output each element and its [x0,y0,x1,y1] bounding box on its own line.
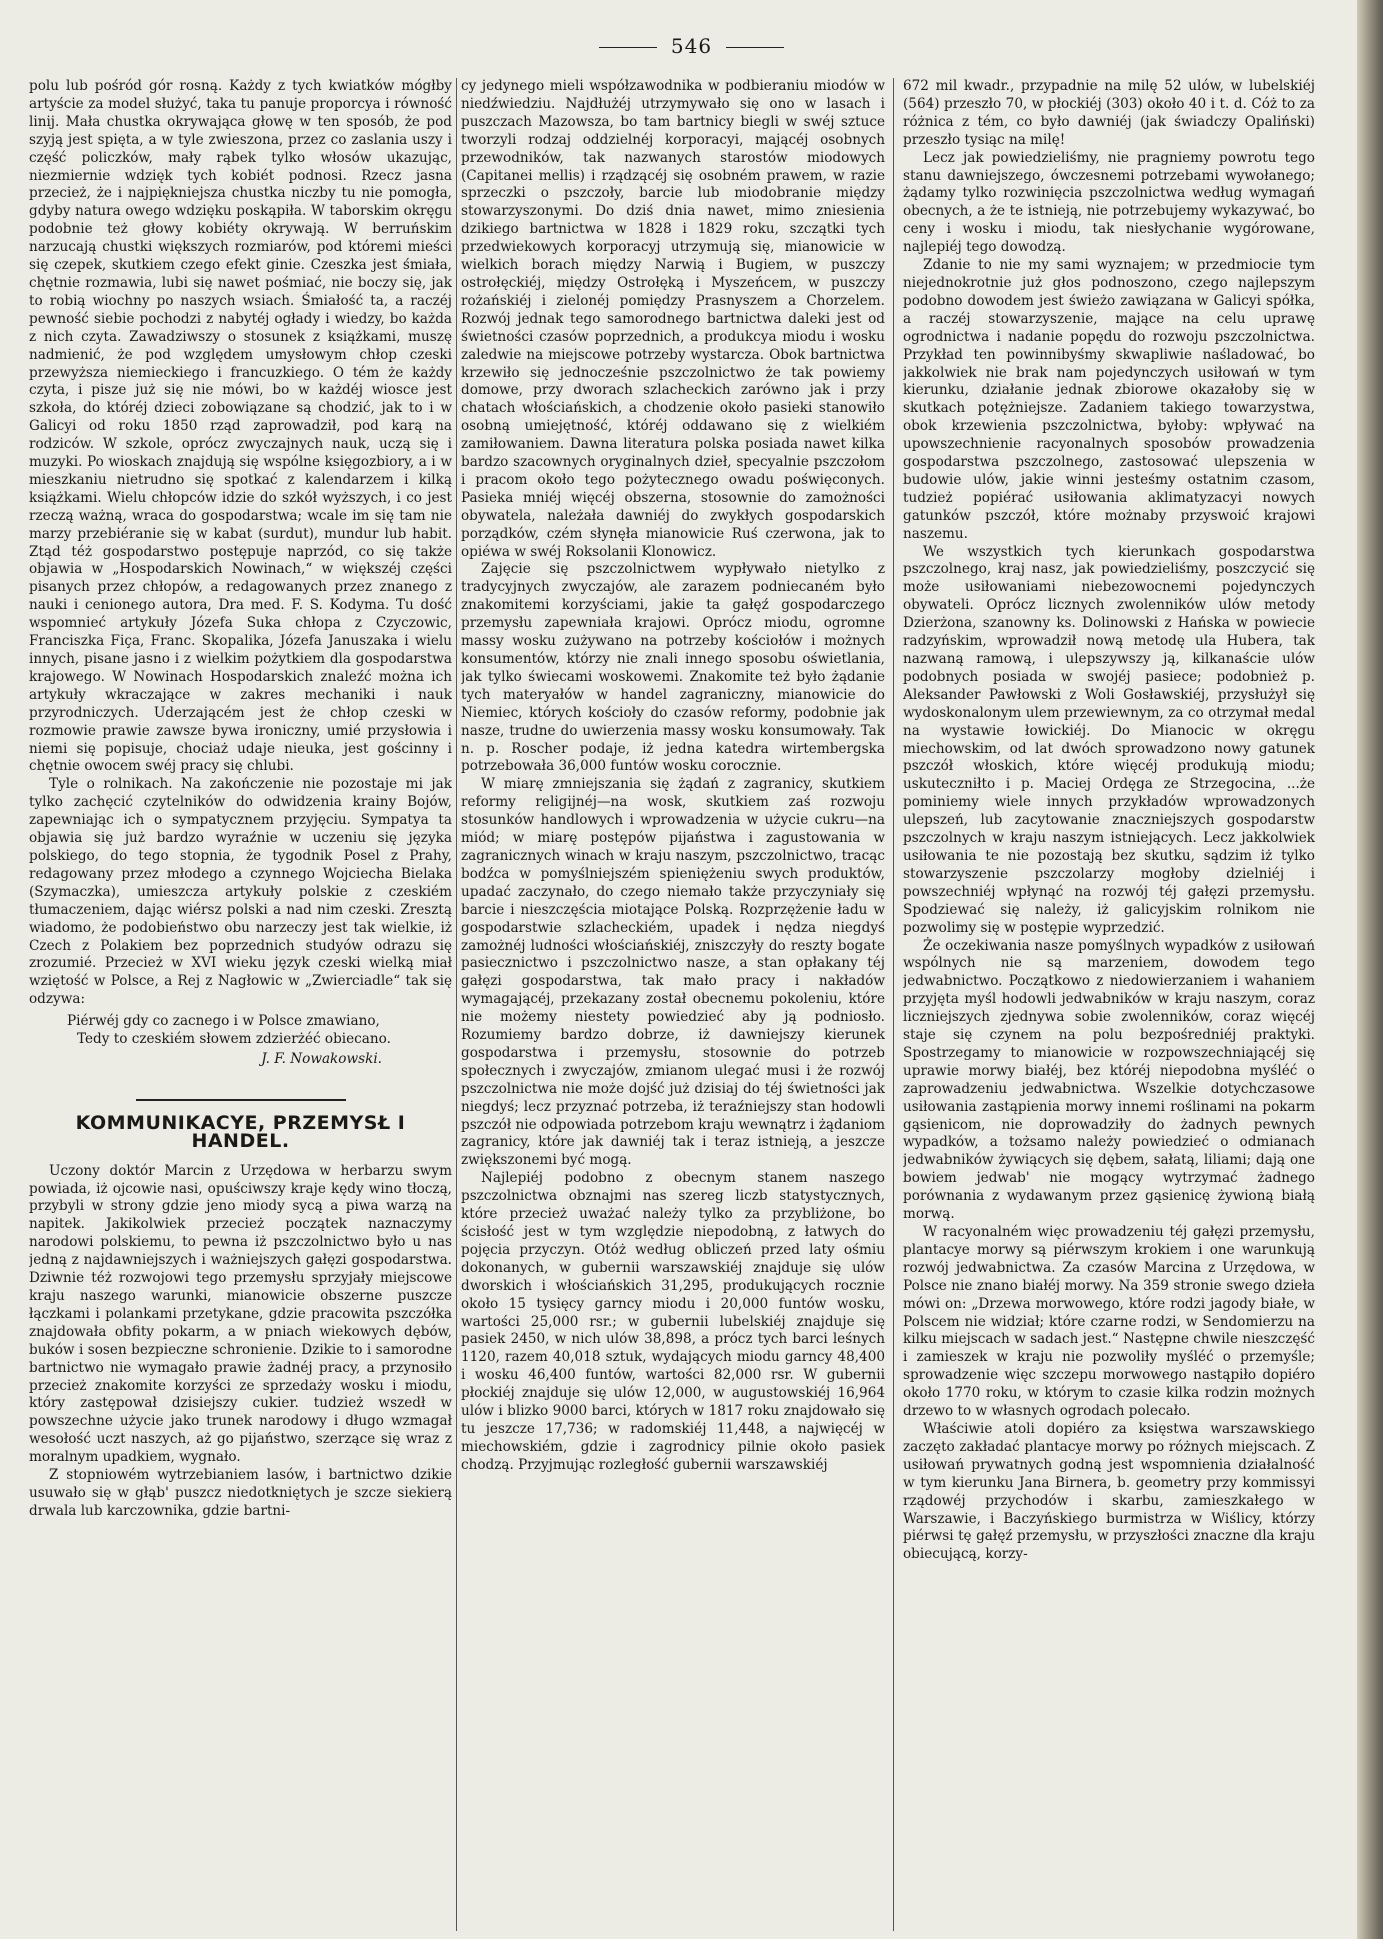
article-paragraph: polu lub pośród gór rosną. Każdy z tych kwiatków mógłby artyście za model służyć, taka tu panuje proporcya i równość linij. Mała chustka okrywająca głowę w ten sposób, że pod szyją jest spięta, a w tyle zwieszona, przez co zaslania uszy i część policzków, mały rąbek tylko włosów ukazując, niezmiernie wdzięk tych kobiét podnosi. Rzecz jasna przecież, że i najpiękniejsza chustka niczby tu nie pomogła, gdyby natura owego wdzięku poskąpiła. W taborskim okręgu podobnie też głowy kobiéty okrywają. W berruńskim narzucają chustki większych rozmiarów, pod któremi mieści się czepek, skutkiem czego efekt ginie. Czeszka jest śmiała, chętnie rozmawia, lubi się nawet pośmiać, nie boczy się, jak to robią wiochny po naszych wsiach. Śmiałość ta, a raczéj pewność siebie pochodzi z nabytéj ogłady i wiedzy, bo każda z nich czyta. Zawadziwszy o stosunek z książkami, muszę nadmienić, że pod względem umysłowym chłop czeski przewyższa niemieckiego i francuzkiego. O tém że każdy czyta, i pisze już się nie mówi, bo w każdéj wiosce jest szkoła, do któréj dzieci zobowiązane są chodzić, jak to i w Galicyi od roku 1850 rząd zaprowadził, pod karą na rodziców. W szkole, oprócz zwyczajnych nauk, uczą się i muzyki. Po wioskach znajdują się wspólne księgozbiory, a i w mieszkaniu nietrudno się spotkać z kalendarzem i kilką książkami. Wielu chłopców idzie do szkół wyższych, i co jest rzeczą ważną, wraca do gospodarstwa; wcale im się tam nie marzy przebiéranie się w kabat (surdut), mundur lub habit. Ztąd téż gospodarstwo postępuje naprzód, co się także objawia w „Hospodarskich Nowinach,“ w większéj części pisanych przez chłopów, a redagowanych przez znanego z nauki i cenionego autora, Dra med. F. S. Kodyma. Tu dość wspomnieć artykuły Józefa Suka chłopa z Czyczowic, Franciszka Fiça, Franc. Skopalika, Józefa Januszaka i wielu innych, pisane jasno i z wielkim pożytkiem dla gospodarstwa krajowego. W Nowinach Hospodarskich znaleźć można ich artykuły wkraczające w zakres mechaniki i nauk przyrodniczych. Uderzającém jest że chłop czeski w rozmowie prawie zawsze bywa ironiczny, umié przysłowia i niemi się popisuje, chociaż udaje nieuka, jest gościnny i chętnie owocem swéj pracy się chlubi. [29,78,452,775]
author-signature: J. F. Nowakowski. [261,1050,382,1067]
column-rule [893,78,894,1931]
article-paragraph: Z stopniowém wytrzebianiem lasów, i bartnictwo dzikie usuwało się w głąb' puszcz niedotkniętych je szcze siekierą drwala lub karczownika, gdzie bartni- [29,1467,452,1519]
column-2 [461,78,885,1933]
header-dash-right [726,47,784,48]
page-header [0,34,1383,58]
article-paragraph: Że oczekiwania nasze pomyślnych wypadków z usiłowań wspólnych nie są marzeniem, dowodem tego jedwabnictwo. Początkowo z niedowierzaniem i wahaniem przyjęta myśl hodowli jedwabników w kraju naszym, coraz liczniejszych zjednywa sobie zwolenników, coraz więcéj staje się czynem na polu bezpośredniéj praktyki. Spostrzegamy to mianowicie w rozpowszechniającéj się uprawie morwy białéj, bez któréj niepodobna myśléć o zaprowadzeniu jedwabnictwa. Wszelkie dotychczasowe usiłowania zastąpienia morwy innemi roślinami na pokarm gąsienicom, nie doprowadziły do żadnych pewnych wypadków, a tożsamo należy powiedzieć o odmianach jedwabników żywiących się dębem, sałatą, liliami; dają one bowiem jedwab' nie mogący wytrzymać żadnego porównania z wydawanym przez gąsienicę żywioną białą morwą. [903,937,1315,1223]
column-rule [456,78,457,1931]
article-paragraph: Tyle o rolnikach. Na zakończenie nie pozostaje mi jak tylko zachęcić czytelników do odwidzenia krainy Bojów, zapewniając ich o sympatycznem przyjęciu. Sympatya ta objawia się już bardzo wyraźnie w uczeniu się języka polskiego, do tego stopnia, że tygodnik Posel z Prahy, redagowany przez młodego a czynnego Wojciecha Bielaka (Szymaczka), umieszcza artykuły polskie z czeskiém tłumaczeniem, dając wiérsz polski a nad nim czeski. Zresztą wiadomo, że podobieństwo obu narzeczy jest tak wielkie, iż Czech z Polakiem bez poprzednich studyów odrazu się zrozumié. Przecież w XVI wieku język czeski wielką miał wziętość w Polsce, a Rej z Nagłowic w „Zwierciadle“ tak się odzywa: [29,776,452,1008]
article-paragraph: We wszystkich tych kierunkach gospodarstwa pszczolnego, kraj nasz, jak powiedzieliśmy, poszczycić się może usiłowaniami niebezowocnemi pojedynczych obywateli. Oprócz licznych zwolenników ulów metody Dzierżona, szanowny ks. Dolinowski z Hańska w powiecie radzyńskim, wprowadził nową metodę ula Hubera, tak nazwaną ramową, i ulepszywszy ją, kilkanaście ulów podobnych posiada w swojéj pasiece; podobnież p. Aleksander Pawłowski z Woli Gosławskiéj, przysłużył się wydoskonalonym ulem przewiewnym, za co otrzymał medal na wystawie łowickiéj. Do Mianocic w okręgu miechowskim, od lat dwóch sprowadzono nowy gatunek pszczół włoskich, które więcéj produkują miodu; uskuteczniłto i p. Maciej Ordęga ze Strzegocina, ...że pominiemy wiele innych przykładów wprowadzonych ulepszeń, lub zacytowanie znaczniejszych gospodarstw pszczolnych w kraju naszym istniejących. Lecz jakkolwiek usiłowania te nie pozostają bez skutku, sądzim iż tylko stowarzyszenie pszczolarzy mogłoby dzielniéj i powszechniéj wpłynąć na rozwój téj gałęzi przemysłu. Spodziewać się należy, iż galicyjskim rolnikom nie pozwolimy się w postępie wyprzedzić. [903,543,1315,936]
article-paragraph: Zdanie to nie my sami wyznajem; w przedmiocie tym niejednokrotnie już głos podnoszono, czego najlepszym podobno dowodem jest świeżo zawiązana w Galicyi spółka, a raczéj stowarzyszenie, mające na celu uprawę ogrodnictwa i nadanie popędu do rozwoju pszczolnictwa. Przykład ten powinnibyśmy skwapliwie naśladować, bo jakkolwiek nie brak nam pojedynczych usiłowań w tym kierunku, działanie jednak zbiorowe okazałoby się w skutkach potężniejsze. Zadaniem takiego towarzystwa, obok krzewienia pszczolnictwa, byłoby: wpływać na upowszechnienie racyonalnych sposobów prowadzenia gospodarstwa pszczolnego, zastosować ulepszenia w budowie ulów, jakie winni jesteśmy ostatnim czasom, tudzież popiérać usiłowania aklimatyzacyi nowych gatunków pszczół, które możnaby przyswoić krajowi naszemu. [903,257,1315,542]
article-paragraph: Lecz jak powiedzieliśmy, nie pragniemy powrotu tego stanu dawniejszego, ówczesnemi potrzebami wywołanego; żądamy tylko rozwinięcia pszczolnictwa według wymagań obecnych, a że te istnieją, nie potrzebujemy wykazywać, bo ceny i wosku i miodu, tak niesłychanie wygórowane, najlepiéj tego dowodzą. [903,149,1315,256]
article-paragraph: Najlepiéj podobno z obecnym stanem naszego pszczolnictwa obznajmi nas szereg liczb statystycznych, które przecież uważać należy tylko za przybliżone, bo ścisłość jest w tym względzie niepodobną, z łatwych do pojęcia przyczyn. Otóż według obliczeń przed laty ośmiu dokonanych, w gubernii warszawskiéj znajduje się ulów dworskich i włościańskich 31,295, produkujących rocznie około 15 tysięcy garncy miodu i 20,000 funtów wosku, wartości 25,000 rsr.; w gubernii lubelskiéj znajduje się pasiek 2450, w nich ulów 38,898, a prócz tych barci leśnych 1120, razem 40,018 sztuk, wydających miodu garncy 48,400 i wosku 46,400 funtów, wartości 82,000 rsr. W gubernii płockiéj znajduje się ulów 12,000, w augustowskiéj 16,964 ulów i blizko 9000 barci, których w 1817 roku znajdowało się tu jeszcze 17,736; w radomskiéj 11,448, a najwięcéj w miechowskiém, gdzie i zagrodnicy pilnie około pasiek chodzą. Przyjmując rozległość gubernii warszawskiéj [461,1170,885,1473]
column-3 [903,78,1315,1933]
column-1 [29,78,452,1933]
article-paragraph: cy jedynego mieli współzawodnika w podbieraniu miodów w niedźwiedziu. Najdłużéj utrzymywało się ono w lasach i puszczach Mazowsza, bo tam bartnicy biegli w swéj sztuce tworzyli rodzaj oddzielnéj korporacyi, mającéj osobnych przewodników, tak nazwanych starostów miodowych (Capitanei mellis) i rządzącéj się osobném prawem, w razie sprzeczki o pszczoły, barcie lub miodobranie między stowarzyszonymi. Do dziś dnia nawet, mimo zniesienia dzikiego bartnictwa w 1828 i 1829 roku, szczątki tych przedwiekowych korporacyj utrzymują się, mianowicie w wielkich borach między Narwią i Bugiem, w puszczy ostrołęckiéj, między Ostrołęką i Myszeńcem, w puszczy rożańskiéj i zielonéj pomiędzy Prasnyszem a Chorzelem. Rozwój jednak tego samorodnego bartnictwa daleki jest od świetności czasów poprzednich, a produkcya miodu i wosku zaledwie na miejscowe potrzeby wystarcza. Obok bartnictwa krzewiło się jednocześnie pszczolnictwo że tak powiemy domowe, przy dworach szlacheckich zarówno jak i przy chatach włościańskich, a chodzenie około pasieki stanowiło osobną umiejętność, któréj oddawano się z wielkiém zamiłowaniem. Dawna literatura polska posiada nawet kilka bardzo szacownych oryginalnych dzieł, specyalnie pszczołom i pracom około tego pożytecznego owadu poświęconych. Pasieka mniéj więcéj obszerna, stosownie do zamożności obywatela, należała dawniéj do zwykłych gospodarskich porządków, czém słynęła mianowicie Ruś czerwona, jak to opiéwa w swéj Roksolanii Klonowicz. [461,78,885,560]
article-paragraph: W miarę zmniejszania się żądań z zagranicy, skutkiem reformy religijnéj—na wosk, skutkiem zaś rozwoju stosunków handlowych i wprowadzenia w użycie cukru—na miód; w miarę postępów pijaństwa i zagustowania w zagranicznych winach w kraju naszym, pszczolnictwo, tracąc bodźca w pomyślniejszém spieniężeniu swych produktów, upadać zaczynało, do czego niemało także przyczyniały się barcie i nieszczęścia miotające Polską. Rozprzężenie ładu w gospodarstwie szlacheckiém, upadek i nędza niegdyś zamożnéj ludności włościańskiéj, zniszczyły do reszty bogate pasiecznictwo i pszczolnictwo nasze, a stan opłakany téj gałęzi gospodarstwa, tak mało pracy i nakładów wymagającéj, przekazany został obecnemu pokoleniu, które nie możemy niestety powiedzieć aby ją podniosło. Rozumiemy bardzo dobrze, iż dawniejszy kierunek gospodarstwa i przemysłu, stosownie do potrzeb społecznych i zwyczajów, zmianom ulegać musi i że rozwój pszczolnictwa nie może dojść już dzisiaj do téj świetności jak niegdyś; lecz przyznać potrzeba, iż teraźniejszy stan hodowli pszczół nie odpowiada potrzebom kraju wewnątrz i żądaniom zagranicy, które jak dawniéj tak i teraz istnieją, a jeszcze zwiększonemi być mogą. [461,776,885,1169]
header-dash-left [599,47,657,48]
article-paragraph: W racyonalném więc prowadzeniu téj gałęzi przemysłu, plantacye morwy są piérwszym krokiem i one warunkują rozwój jedwabnictwa. Za czasów Marcina z Urzędowa, w Polsce nie znano białéj morwy. Na 359 stronie swego dzieła mówi on: „Drzewa morwowego, które rodzi jagody białe, w Polscem nie widział; które czarne rodzi, w Sendomierzu na kilku miejscach w sadach jest.“ Następne chwile nieszczęść i zamieszek w kraju nie pozwoliły myśléć o przemyśle; sprowadzenie więc szczepu morwowego nastąpiło dopiéro około 1770 roku, w którym to czasie kilka rodzin możnych drzewo to w własnych ogrodach polecało. [903,1224,1315,1420]
article-paragraph: Właściwie atoli dopiéro za księstwa warszawskiego zaczęto zakładać plantacye morwy po różnych miejscach. Z usiłowań prywatnych godną jest wspomnienia działalność w tym kierunku Jana Birnera, b. geometry przy kommissyi rządowéj przychodów i skarbu, zamieszkałego w Warszawie, i Baczyńskiego burmistrza w Wiślicy, którzy piérwsi tę gałęź przemysłu, w przyszłości znaczne dla kraju obiecującą, korzy- [903,1420,1315,1563]
article-paragraph: 672 mil kwadr., przypadnie na milę 52 ulów, w lubelskiéj (564) przeszło 70, w płockiéj (303) około 40 i t. d. Cóż to za różnica z tém, co było dawniéj (jak świadczy Opaliński) przeszło tysiąc na milę! [903,78,1315,148]
poem-line: Tedy to czeskiém słowem zdzierżéć obiecano. [77,1031,391,1048]
poem-quote [29,1013,452,1049]
binding-edge [1357,0,1383,1939]
article-paragraph: Uczony doktór Marcin z Urzędowa w herbarzu swym powiada, iż ojcowie nasi, opuściwszy kraje kędy wino tłoczą, przybyli w strony gdzie jeno miody sycą a piwa warzą na napitek. Jakikolwiek przecież początek naznaczymy narodowi polskiemu, to pewna iż pszczolnictwo było u nas jedną z najdawniejszych i ważniejszych gałęzi gospodarstwa. Dziwnie téż rozwojowi tego przemysłu sprzyjały miejscowe kraju naszego warunki, mianowicie obszerne puszcze łączkami i polankami przetykane, gdzie pracowita pszczółka znajdowała obfity pokarm, a w pniach wiekowych dębów, buków i sosen bezpieczne schronienie. Dzikie to i samorodne bartnictwo nie wymagało prawie żadnéj pracy, a przynosiło przecież znakomite korzyści ze sprzedaży wosku i miodu, który zastępował dzisiejszy cukier. tudzież wszedł w powszechne użycie jako trunek narodowy i długo wzmagał wesołość uczt naszych, aż go pijaństwo, szerzące się wraz z moralnym upadkiem, wygnało. [29,1162,452,1466]
section-divider [136,1099,346,1101]
section-heading: KOMMUNIKACYE, PRZEMYSŁ I HANDEL. [75,1111,406,1152]
poem-line: Piérwéj gdy co zacnego i w Polsce zmawiano, [67,1013,380,1030]
page-number: 546 [670,34,713,58]
article-paragraph: Zajęcie się pszczolnictwem wypływało nietylko z tradycyjnych zwyczajów, ale zarazem podniecaném było znakomitemi korzyściami, jakie ta gałęź gospodarczego przemysłu zapewniała krajowi. Oprócz miodu, ogromne massy wosku zużywano na potrzeby kościołów i możnych konsumentów, którzy nie znali innego sposobu oświetlania, jak tylko świecami woskowemi. Znakomite też było żądanie tych materyałów w handel zagraniczny, mianowicie do Niemiec, których kościoły do czasów reformy, podobnie jak nasze, trudne do uwierzenia massy wosku konsumowały. Tak n. p. Roscher podaje, iż jedna katedra wirtembergska potrzebowała 36,000 funtów wosku corocznie. [461,561,885,775]
